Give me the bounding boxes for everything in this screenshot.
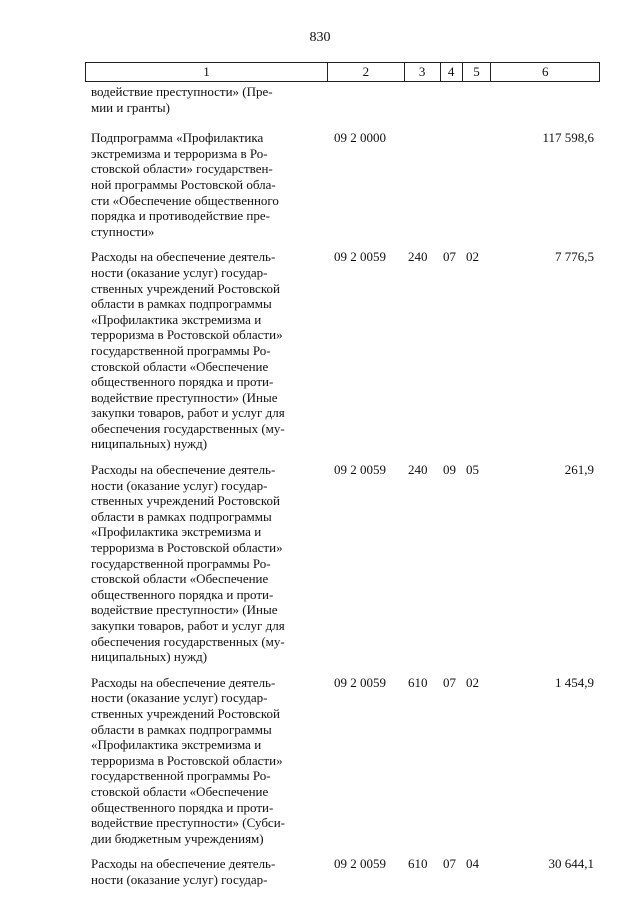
row-amount: 30 644,1 xyxy=(548,856,594,872)
row-pr xyxy=(463,84,492,115)
table-row xyxy=(85,675,600,847)
row-description: Расходы на обеспечение деятель- ности (оказание услуг) государ- ственных учреждений Ростовской области в рамках подпрограммы «Профилактика экстремизма и терроризма в Ростовской области» государственной программы Ро- стовской области «Обеспечение общественного порядка и проти- водействие преступности» (Субси- дии бюджетным учреждениям) xyxy=(91,674,285,846)
row-vr xyxy=(405,130,441,239)
row-vr: 240 xyxy=(408,249,428,265)
table-row xyxy=(85,130,600,239)
row-code: 09 2 0059 xyxy=(334,856,386,872)
table-row xyxy=(85,856,600,887)
row-description: Расходы на обеспечение деятель- ности (оказание услуг) государ- ственных учреждений Ростовской области в рамках подпрограммы «Профилактика экстремизма и терроризма в Ростовской области» государственной программы Ро- стовской области «Обеспечение общественного порядка и проти- водействие преступности» (Иные закупки товаров, работ и услуг для обеспечения государственных (му- ниципальных) нужд) xyxy=(91,462,285,665)
row-rz: 07 xyxy=(443,856,456,872)
header-col-2: 2 xyxy=(328,63,405,81)
row-code: 09 2 0059 xyxy=(334,462,386,478)
row-rz xyxy=(441,130,463,239)
row-amount: 117 598,6 xyxy=(542,130,594,146)
table-row xyxy=(85,84,600,115)
row-rz: 09 xyxy=(443,462,456,478)
row-description: Расходы на обеспечение деятель- ности (оказание услуг) государ- xyxy=(91,856,276,887)
row-pr: 05 xyxy=(466,462,479,478)
row-description: Подпрограмма «Профилактика экстремизма и терроризма в Ро- стовской области» государствен- ной программы Ростовской обла- сти «Обеспечение общественного порядка и противодействие пре- ступности» xyxy=(91,130,279,239)
row-pr xyxy=(463,130,492,239)
row-vr xyxy=(405,84,441,115)
row-code: 09 2 0059 xyxy=(334,249,386,265)
header-col-3: 3 xyxy=(405,63,441,81)
row-amount xyxy=(492,84,600,115)
table-row xyxy=(85,249,600,452)
table-body xyxy=(85,84,600,888)
row-code xyxy=(328,84,405,115)
table-header xyxy=(85,62,600,82)
header-col-4: 4 xyxy=(441,63,463,81)
header-col-5: 5 xyxy=(463,63,492,81)
row-amount: 7 776,5 xyxy=(555,249,594,265)
row-rz: 07 xyxy=(443,249,456,265)
row-description: Расходы на обеспечение деятель- ности (оказание услуг) государ- ственных учреждений Ростовской области в рамках подпрограммы «Профилактика экстремизма и терроризма в Ростовской области» государственной программы Ро- стовской области «Обеспечение общественного порядка и проти- водействие преступности» (Иные закупки товаров, работ и услуг для обеспечения государственных (му- ниципальных) нужд) xyxy=(91,249,285,452)
header-col-6: 6 xyxy=(541,64,549,79)
row-vr: 610 xyxy=(408,856,428,872)
row-pr: 02 xyxy=(466,249,479,265)
row-amount: 1 454,9 xyxy=(555,674,594,690)
row-code: 09 2 0000 xyxy=(334,130,386,146)
row-rz xyxy=(441,84,463,115)
row-description: водействие преступности» (Пре- мии и гранты) xyxy=(91,84,273,115)
table-row xyxy=(85,462,600,665)
row-vr: 610 xyxy=(408,674,428,690)
row-code: 09 2 0059 xyxy=(334,674,386,690)
row-pr: 02 xyxy=(466,674,479,690)
row-vr: 240 xyxy=(408,462,428,478)
row-amount: 261,9 xyxy=(564,462,594,478)
header-col-1: 1 xyxy=(86,63,328,81)
row-rz: 07 xyxy=(443,674,456,690)
row-pr: 04 xyxy=(466,856,479,872)
page-number: 830 xyxy=(309,30,331,45)
